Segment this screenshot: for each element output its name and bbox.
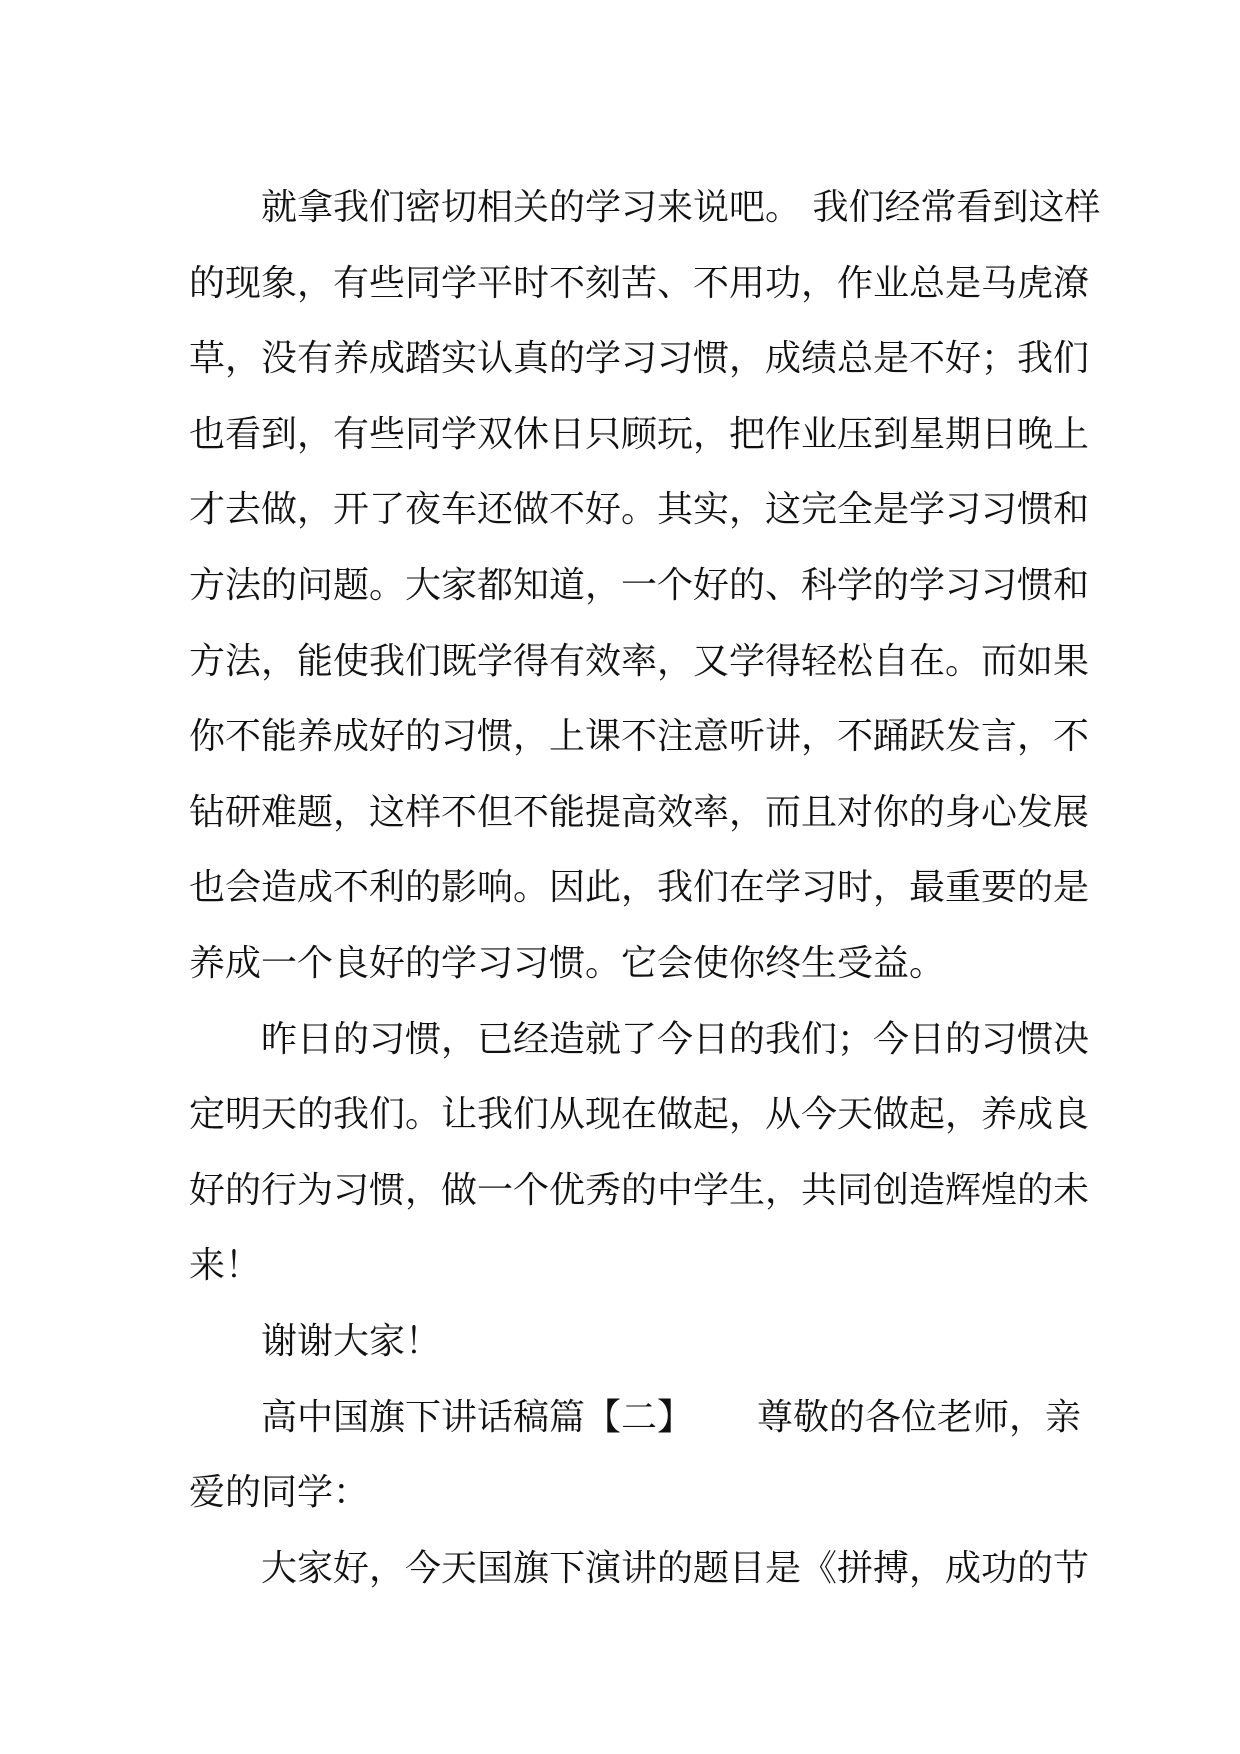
text-line: 好的行为习惯，做一个优秀的中学生，共同创造辉煌的未 [189, 1169, 1090, 1211]
section-heading: 高中国旗下讲话稿篇【二】 [261, 1396, 694, 1438]
text-line: 钻研难题，这样不但不能提高效率，而且对你的身心发展 [189, 791, 1090, 833]
text-line: 大家好，今天国旗下演讲的题目是《拼搏，成功的节 [261, 1547, 1090, 1589]
text-line: 就拿我们密切相关的学习来说吧。 我们经常看到这样 [261, 187, 1101, 228]
text-line [189, 1380, 1082, 1456]
text-line: 的现象，有些同学平时不刻苦、不用功，作业总是马虎潦 [189, 262, 1090, 304]
text-line: 才去做，开了夜车还做不好。其实，这完全是学习习惯和 [189, 489, 1090, 531]
text-line: 你不能养成好的习惯，上课不注意听讲，不踊跃发言，不 [189, 716, 1090, 758]
paragraph-speech-two-opening [189, 1380, 1082, 1531]
text-line: 爱的同学： [189, 1472, 370, 1514]
text-line: 来！ [189, 1245, 262, 1287]
text-line: 草，没有养成踏实认真的学习习惯，成绩总是不好；我们 [189, 338, 1090, 380]
text-line: 养成一个良好的学习习惯。它会使你终生受益。 [189, 942, 946, 984]
text-line: 也看到，有些同学双休日只顾玩，把作业压到星期日晚上 [189, 413, 1090, 455]
text-line: 定明天的我们。让我们从现在做起，从今天做起，养成良 [189, 1094, 1090, 1136]
paragraph-thanks [189, 1304, 1055, 1380]
text-line: 昨日的习惯，已经造就了今日的我们；今日的习惯决 [261, 1018, 1090, 1060]
text-line: 方法的问题。大家都知道，一个好的、科学的学习习惯和 [189, 564, 1090, 606]
paragraph-study-habits [189, 170, 1101, 1002]
text-line: 方法，能使我们既学得有效率，又学得轻松自在。而如果 [189, 640, 1090, 682]
document-body [189, 170, 1101, 1606]
text-line: 谢谢大家！ [261, 1320, 442, 1362]
paragraph-speech-topic [189, 1531, 1090, 1607]
text-line: 也会造成不利的影响。因此，我们在学习时，最重要的是 [189, 867, 1090, 909]
paragraph-yesterday-habits [189, 1002, 1090, 1304]
greeting-text: 尊敬的各位老师，亲 [757, 1396, 1082, 1438]
